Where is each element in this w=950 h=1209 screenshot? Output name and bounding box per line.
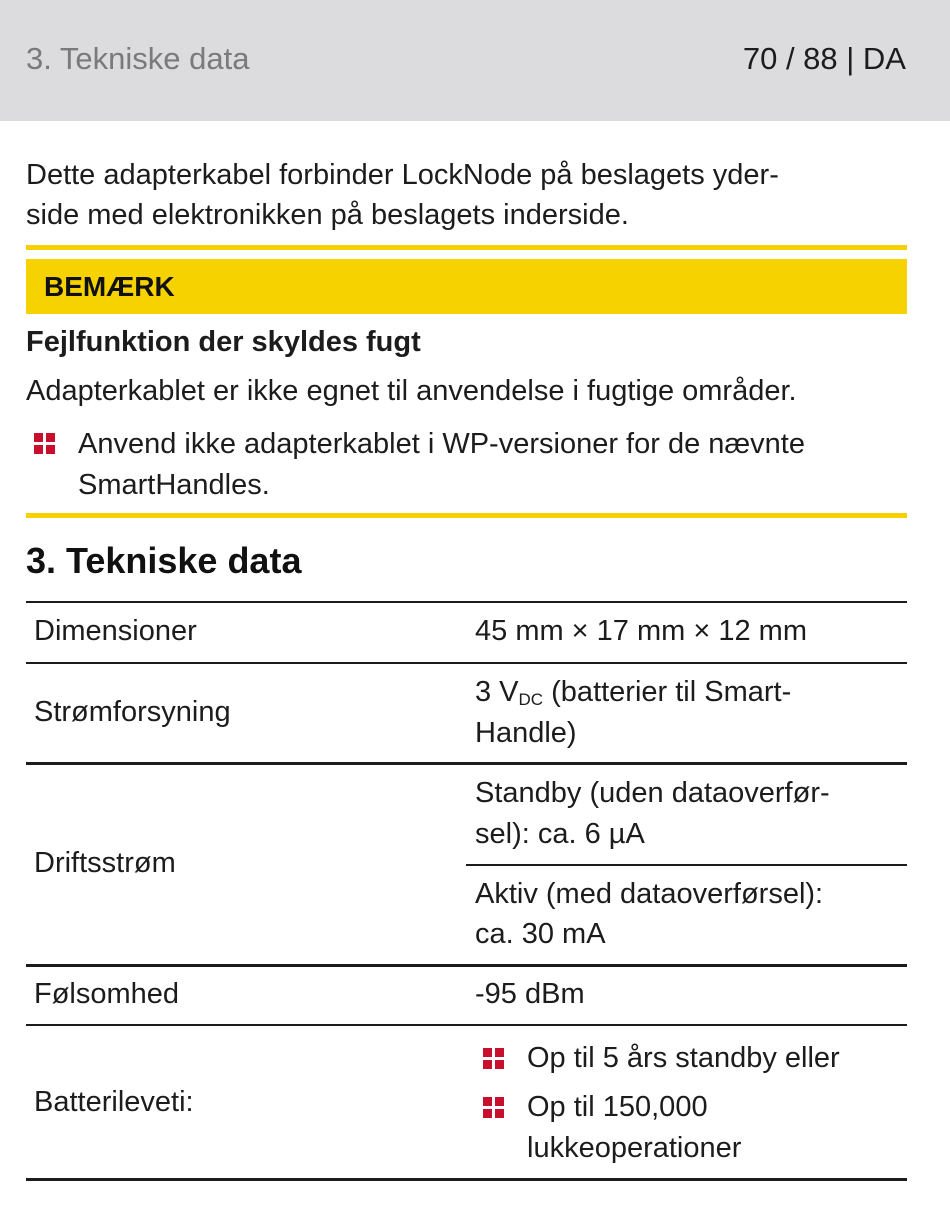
- table-row-label: Dimensioner: [34, 615, 197, 647]
- notice-bottom-rule: [26, 513, 907, 518]
- value-subscript: DC: [518, 690, 544, 709]
- table-row-bullet-2-line-1: Op til 150,000: [527, 1091, 708, 1123]
- notice-label: BEMÆRK: [44, 271, 175, 302]
- table-row-value-active-line-2: ca. 30 mA: [475, 918, 606, 950]
- table-row-label: Driftsstrøm: [34, 847, 176, 879]
- table-row-value-standby-line-2: sel): ca. 6 µA: [475, 818, 645, 850]
- table-row-bullet-1: Op til 5 års standby eller: [527, 1042, 840, 1074]
- table-rule: [26, 1178, 907, 1181]
- value-suffix: (batterier til Smart-: [543, 676, 792, 708]
- notice-title: Fejlfunktion der skyldes fugt: [26, 326, 421, 358]
- table-row-value-active-line-1: Aktiv (med dataoverførsel):: [475, 878, 824, 910]
- table-rule: [26, 1024, 907, 1026]
- table-row-label: Følsomhed: [34, 978, 180, 1010]
- notice-top-rule: [26, 245, 907, 250]
- notice-bullet-line-1: Anvend ikke adapterkablet i WP-versioner for de nævnte: [78, 428, 805, 460]
- notice-band: [26, 259, 907, 314]
- notice-bullet: [78, 424, 918, 506]
- table-row-value: -95 dBm: [475, 978, 585, 1010]
- table-rule: [466, 864, 907, 866]
- table-row-value: 45 mm × 17 mm × 12 mm: [475, 615, 807, 647]
- red-square-bullet-icon: [34, 433, 55, 454]
- table-row-label: Strømforsyning: [34, 696, 231, 728]
- intro-line-2: side med elektronikken på beslagets inderside.: [26, 199, 629, 231]
- notice-bullet-line-2: SmartHandles.: [78, 469, 270, 501]
- section-title: 3. Tekniske data: [26, 540, 302, 581]
- table-rule: [26, 601, 907, 603]
- header-page-number: 70 / 88 | DA: [742, 41, 906, 76]
- table-row-label: Batterileveti:: [34, 1086, 194, 1118]
- intro-line-1: Dette adapterkabel forbinder LockNode på beslagets yder-: [26, 159, 779, 191]
- value-prefix: 3 V: [475, 676, 519, 708]
- intro-paragraph: [26, 155, 916, 235]
- red-square-bullet-icon: [483, 1048, 504, 1069]
- table-rule: [26, 762, 907, 765]
- table-row-bullet-2-line-2: lukkeoperationer: [527, 1132, 742, 1164]
- notice-text: Adapterkablet er ikke egnet til anvendelse i fugtige områder.: [26, 375, 797, 407]
- header-section-name: 3. Tekniske data: [26, 41, 250, 76]
- table-row-value-standby-line-1: Standby (uden dataoverfør-: [475, 777, 830, 809]
- table-rule: [26, 964, 907, 967]
- page-header: [0, 0, 950, 121]
- table-rule: [26, 662, 907, 664]
- red-square-bullet-icon: [483, 1097, 504, 1118]
- table-row-value-line-2: Handle): [475, 717, 577, 749]
